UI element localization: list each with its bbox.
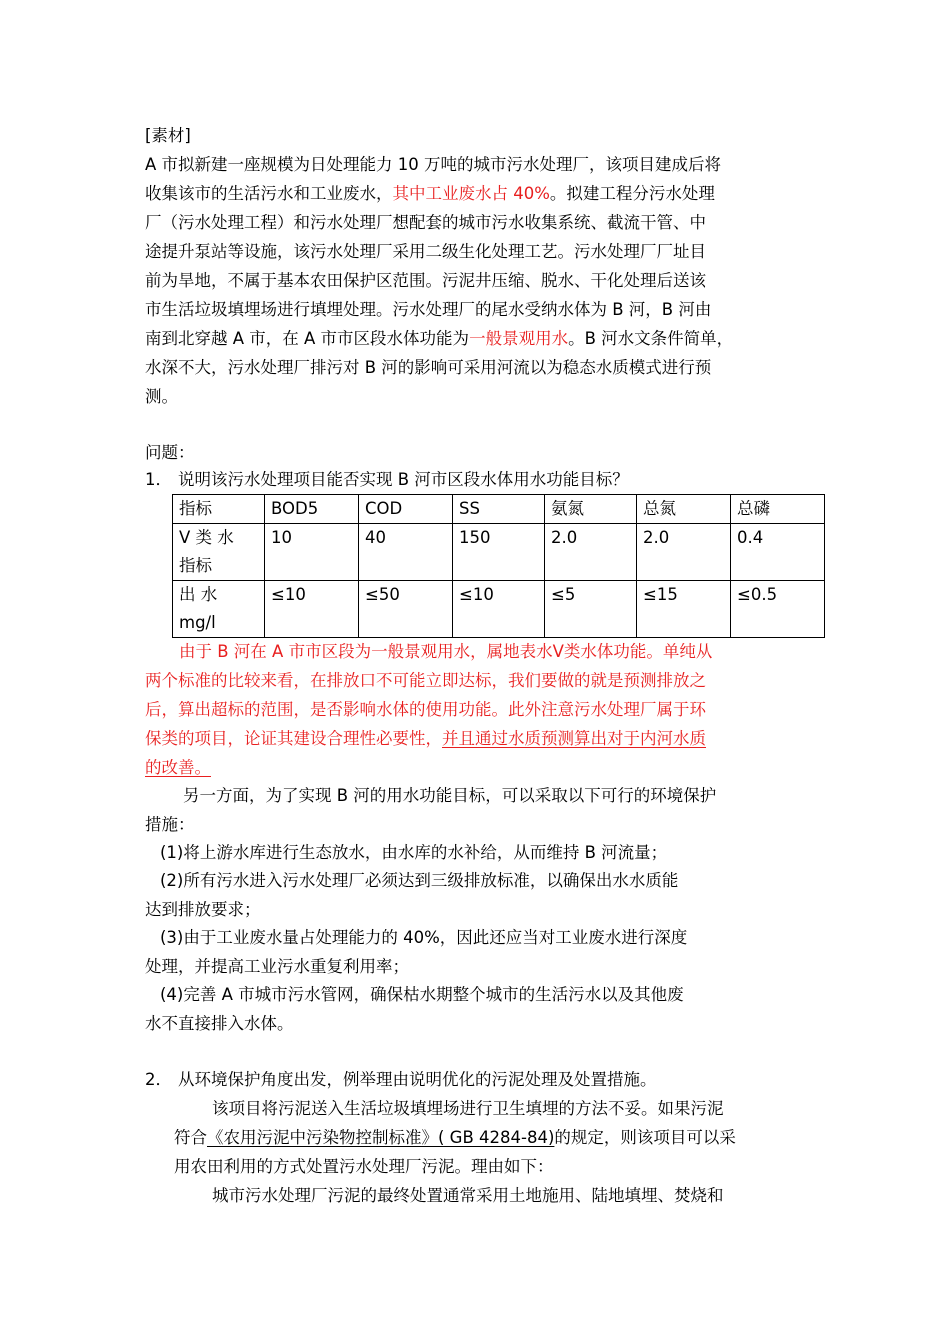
measure-3-line-2: 处理，并提高工业污水重复利用率；: [145, 957, 409, 976]
highlight-industrial-ratio: 其中工业废水占 40%: [392, 184, 550, 203]
table-header-cell: BOD5: [265, 495, 359, 524]
answer-2-line-2: [174, 1123, 736, 1152]
table-cell: ≤10: [453, 581, 545, 638]
row-label-class-v: [173, 524, 265, 581]
measure-1: (1)将上游水库进行生态放水，由水库的水补给，从而维持 B 河流量；: [160, 843, 668, 862]
material-text: 收集该市的生活污水和工业废水，: [145, 184, 393, 203]
measure-4-line-1: (4)完善 A 市城市污水管网，确保枯水期整个城市的生活污水以及其他废: [160, 985, 684, 1004]
measure-3-line-1: (3)由于工业废水量占处理能力的 40%，因此还应当对工业废水进行深度: [160, 928, 688, 947]
highlight-landscape-water: 一般景观用水: [469, 329, 569, 348]
table-header-cell: 总磷: [731, 495, 825, 524]
table-cell: 2.0: [545, 524, 637, 581]
answer-text: 保类的项目，论证其建设合理性必要性，: [145, 729, 442, 748]
label-part: mg/l: [179, 613, 216, 632]
standard-reference: 《农用污泥中污染物控制标准》( GB 4284-84): [207, 1128, 555, 1147]
answer-1-line-3: 后，算出超标的范围，是否影响水体的使用功能。此外注意污水处理厂属于环: [145, 700, 706, 719]
table-row-effluent: [173, 581, 825, 638]
material-line-2: [145, 179, 715, 208]
label-part: 出: [179, 585, 196, 604]
table-cell: ≤0.5: [731, 581, 825, 638]
answer-1-line-2: 两个标准的比较来看，在排放口不可能立即达标，我们要做的就是预测排放之: [145, 671, 706, 690]
table-header-cell: 指标: [173, 495, 265, 524]
answer-1-line-1: 由于 B 河在 A 市市区段为一般景观用水，属地表水Ⅴ类水体功能。单纯从: [179, 642, 713, 661]
label-part: 水: [217, 528, 234, 547]
row-label-effluent: [173, 581, 265, 638]
material-text: 。B 河水文条件简单，: [568, 329, 734, 348]
underlined-answer-text: 并且通过水质预测算出对于内河水质: [442, 729, 706, 748]
table-cell: ≤5: [545, 581, 637, 638]
questions-heading: 问题：: [145, 443, 195, 462]
table-cell: 2.0: [637, 524, 731, 581]
label-part: 水: [200, 585, 218, 604]
measure-2-line-2: 达到排放要求；: [145, 900, 261, 919]
material-line-4: 途提升泵站等设施，该污水处理厂采用二级生化处理工艺。污水处理厂厂址目: [145, 242, 706, 261]
material-line-8: 水深不大，污水处理厂排污对 B 河的影响可采用河流以为稳态水质模式进行预: [145, 358, 712, 377]
table-header-cell: COD: [359, 495, 453, 524]
table-cell: ≤50: [359, 581, 453, 638]
measure-2-line-1: (2)所有污水进入污水处理厂必须达到三级排放标准，以确保出水水质能: [160, 871, 679, 890]
question-2-text: 从环境保护角度出发，例举理由说明优化的污泥处理及处置措施。: [178, 1070, 657, 1089]
material-line-6: 市生活垃圾填埋场进行填埋处理。污水处理厂的尾水受纳水体为 B 河，B 河由: [145, 300, 712, 319]
answer-2-line-3: 用农田利用的方式处置污水处理厂污泥。理由如下：: [174, 1157, 554, 1176]
table-cell: ≤10: [265, 581, 359, 638]
material-line-5: 前为旱地，不属于基本农田保护区范围。污泥井压缩、脱水、干化处理后送该: [145, 271, 706, 290]
answer-text: 符合: [174, 1128, 207, 1147]
table-cell: ≤15: [637, 581, 731, 638]
measure-4-line-2: 水不直接排入水体。: [145, 1014, 294, 1033]
label-part: Ⅴ: [179, 528, 191, 547]
question-1-text: 说明该污水处理项目能否实现 B 河市区段水体用水功能目标？: [178, 470, 629, 489]
table-cell: 150: [453, 524, 545, 581]
material-text: 。拟建工程分污水处理: [549, 184, 715, 203]
measures-intro-line-1: 另一方面，为了实现 B 河的用水功能目标，可以采取以下可行的环境保护: [183, 786, 717, 805]
table-cell: 40: [359, 524, 453, 581]
question-1-number: 1．: [145, 470, 172, 489]
material-line-9: 测。: [145, 387, 178, 406]
table-header-cell: 氨氮: [545, 495, 637, 524]
answer-2-line-1: 该项目将污泥送入生活垃圾填埋场进行卫生填埋的方法不妥。如果污泥: [212, 1099, 724, 1118]
table-cell: 0.4: [731, 524, 825, 581]
measures-intro-line-2: 措施：: [145, 815, 195, 834]
label-part: 类: [195, 528, 213, 547]
table-header-cell: SS: [453, 495, 545, 524]
table-row-class-v: [173, 524, 825, 581]
water-quality-table: [172, 494, 825, 638]
underlined-answer-text: 的改善。: [145, 758, 211, 777]
table-cell: 10: [265, 524, 359, 581]
question-2-number: 2．: [145, 1070, 172, 1089]
table-header-row: [173, 495, 825, 524]
table-header-cell: 总氮: [637, 495, 731, 524]
material-line-3: 厂（污水处理工程）和污水处理厂想配套的城市污水收集系统、截流干管、中: [145, 213, 706, 232]
material-line-1: A 市拟新建一座规模为日处理能力 10 万吨的城市污水处理厂，该项目建成后将: [145, 155, 722, 174]
material-heading: [素材]: [145, 126, 191, 145]
label-part: 指标: [179, 556, 212, 575]
answer-text: 的规定，则该项目可以采: [554, 1128, 736, 1147]
material-line-7: [145, 324, 733, 353]
answer-1-line-4: [145, 724, 706, 753]
answer-1-line-5: [145, 753, 211, 782]
answer-2-line-4: 城市污水处理厂污泥的最终处置通常采用土地施用、陆地填埋、焚烧和: [212, 1186, 724, 1205]
material-text: 南到北穿越 A 市，在 A 市市区段水体功能为: [145, 329, 470, 348]
